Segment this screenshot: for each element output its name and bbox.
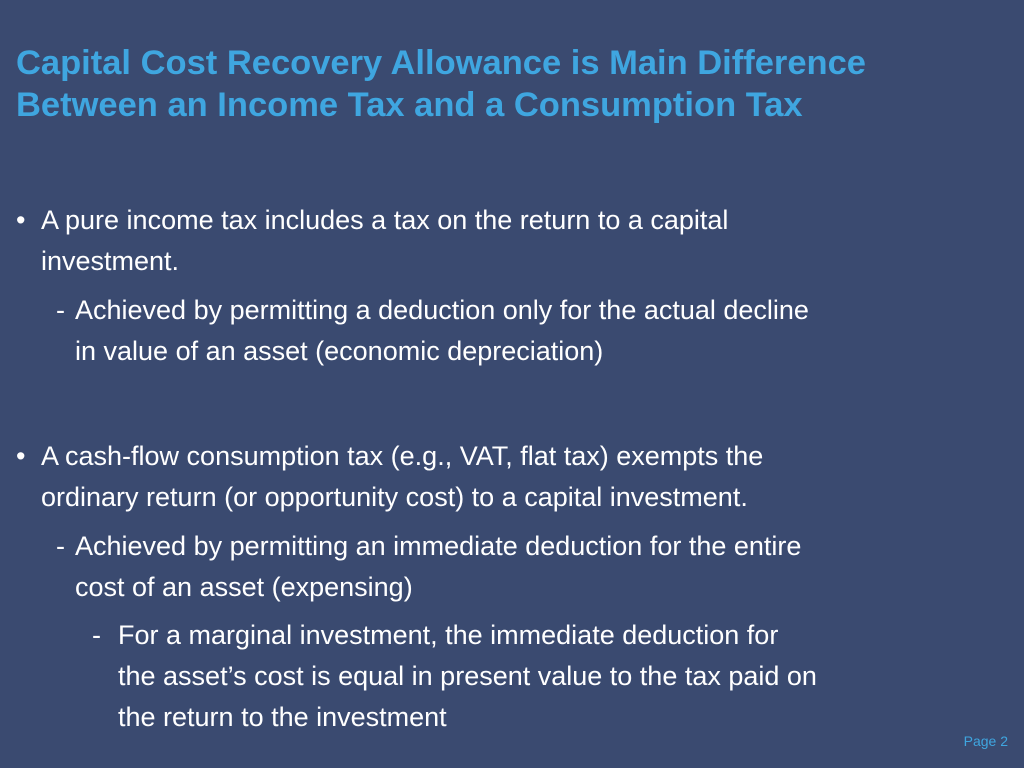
bullet-2-line-1: A cash-flow consumption tax (e.g., VAT, flat tax) exempts the	[41, 441, 764, 471]
bullet-1-line-1: A pure income tax includes a tax on the return to a capital	[41, 205, 729, 235]
sub-1-line-1: Achieved by permitting a deduction only for the actual decline	[75, 295, 809, 325]
slide-title	[16, 42, 1016, 126]
dash-marker: -	[92, 620, 101, 650]
bullet-marker: •	[16, 205, 26, 235]
subsub-2-line-1: For a marginal investment, the immediate deduction for	[118, 620, 779, 650]
sub-2-line-1: Achieved by permitting an immediate deduction for the entire	[75, 531, 802, 561]
subsub-2-line-2: the asset’s cost is equal in present value to the tax paid on	[118, 661, 817, 691]
bullet-2-line-2: ordinary return (or opportunity cost) to a capital investment.	[41, 482, 748, 512]
sub-2-line-2: cost of an asset (expensing)	[75, 572, 413, 602]
dash-marker: -	[56, 531, 65, 561]
bullet-1-line-2: investment.	[41, 246, 180, 276]
subsub-2-line-3: the return to the investment	[118, 702, 447, 732]
dash-marker: -	[56, 295, 65, 325]
bullet-marker: •	[16, 441, 26, 471]
slide-title-line-1: Capital Cost Recovery Allowance is Main Difference	[16, 44, 866, 82]
sub-1-line-2: in value of an asset (economic depreciation)	[75, 336, 604, 366]
slide-title-line-2: Between an Income Tax and a Consumption Tax	[16, 86, 803, 124]
page-number: Page 2	[963, 733, 1008, 749]
